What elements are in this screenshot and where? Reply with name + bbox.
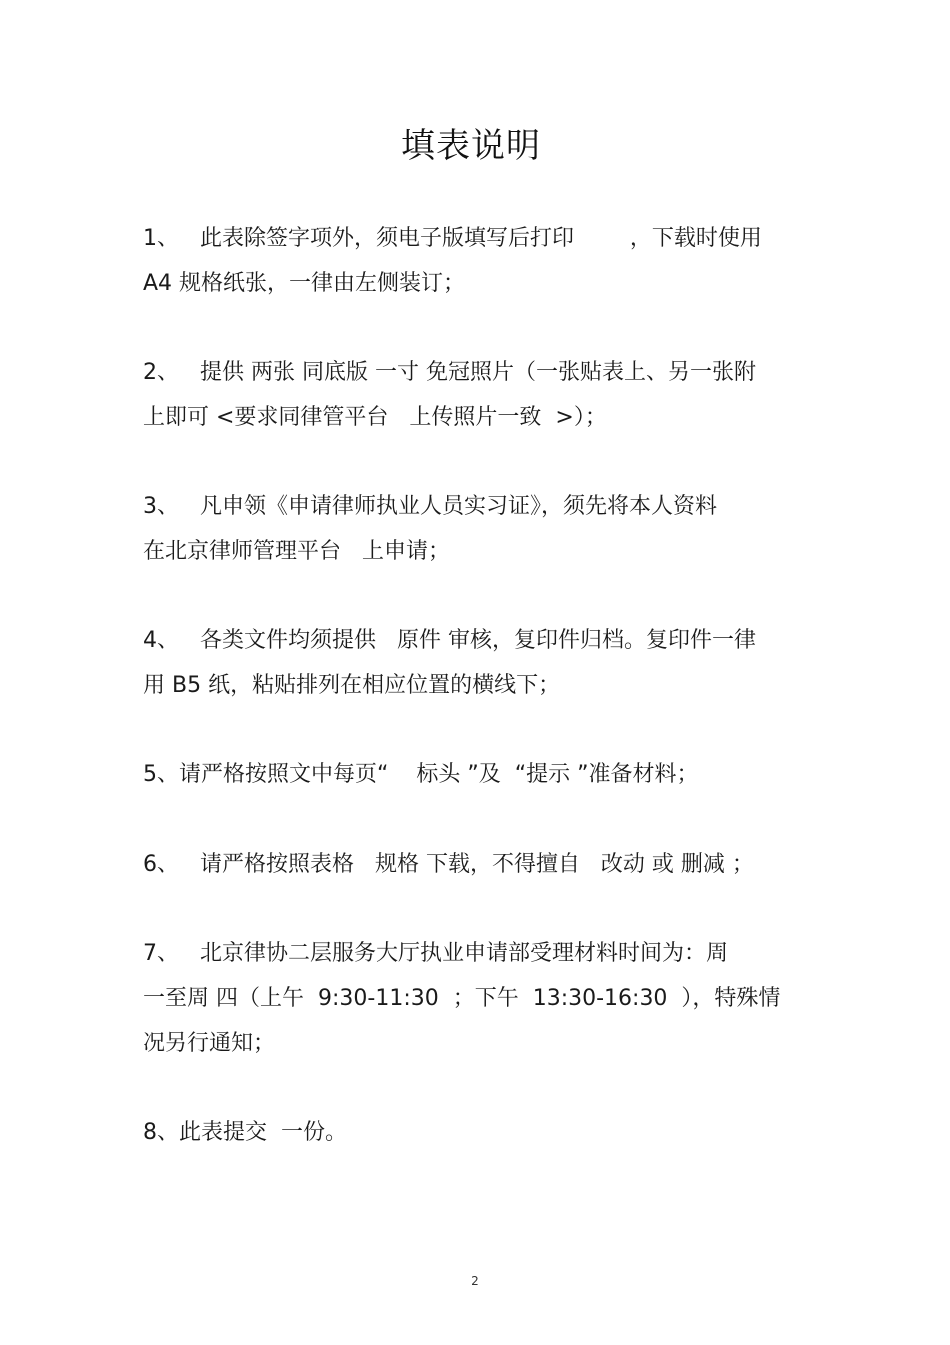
item-2-line-1: 2、 提供 两张 同底版 一寸 免冠照片（一张贴表上、另一张附 bbox=[143, 360, 756, 385]
item-8-line-1: 8、此表提交 一份。 bbox=[143, 1120, 347, 1145]
item-6-line-1: 6、 请严格按照表格 规格 下载，不得擅自 改动 或 删减 ； bbox=[143, 852, 754, 877]
item-4-line-1: 4、 各类文件均须提供 原件 审核，复印件归档。复印件一律 bbox=[143, 628, 756, 653]
item-3-line-2: 在北京律师管理平台 上申请； bbox=[143, 539, 450, 564]
item-1-line-1: 1、 此表除签字项外，须电子版填写后打印 ，下载时使用 bbox=[143, 226, 762, 251]
item-2-line-2: 上即可 <要求同律管平台 上传照片一致 >）； bbox=[143, 405, 607, 430]
item-4-line-2: 用 B5 纸，粘贴排列在相应位置的横线下； bbox=[143, 673, 561, 698]
item-3-line-1: 3、 凡申领《申请律师执业人员实习证》，须先将本人资料 bbox=[143, 494, 717, 519]
item-7-line-1: 7、 北京律协二层服务大厅执业申请部受理材料时间为：周 bbox=[143, 941, 728, 966]
item-5-line-1: 5、请严格按照文中每页“ 标头 ”及 “提示 ”准备材料； bbox=[143, 762, 699, 787]
item-7-line-2: 一至周 四（上午 9:30-11:30 ；下午 13:30-16:30 ），特殊情 bbox=[143, 986, 781, 1011]
item-1-line-2: A4 规格纸张，一律由左侧装订； bbox=[143, 271, 466, 296]
page-title: 填表说明 bbox=[401, 126, 541, 166]
item-7-line-3: 况另行通知； bbox=[143, 1031, 276, 1056]
page-number: 2 bbox=[471, 1274, 479, 1288]
